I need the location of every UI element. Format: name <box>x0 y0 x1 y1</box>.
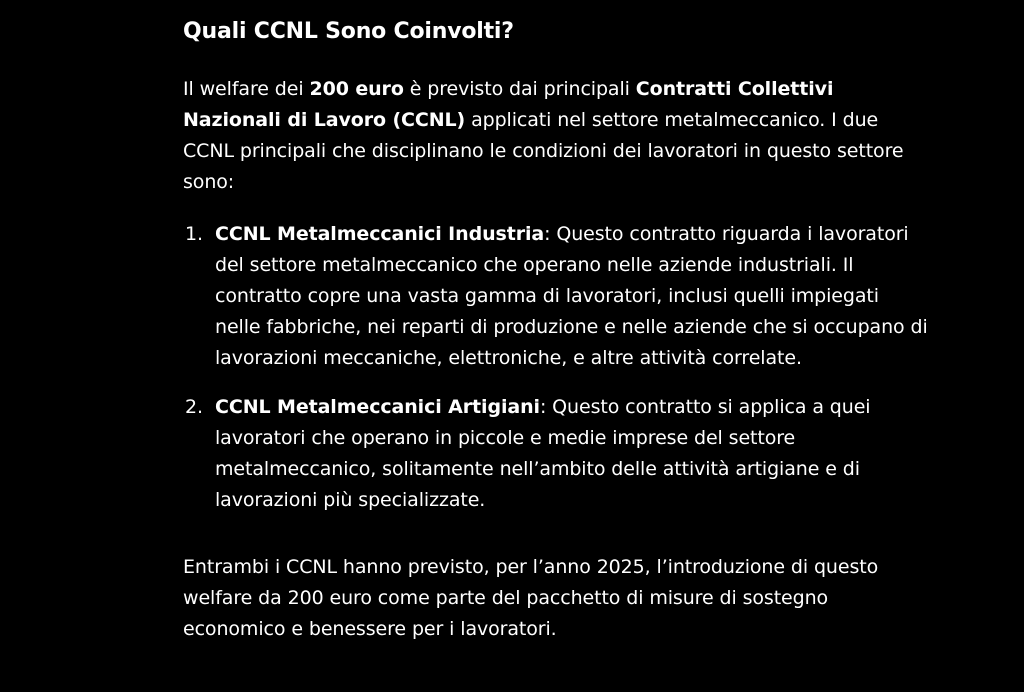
closing-paragraph: Entrambi i CCNL hanno previsto, per l’anno 2025, l’introduzione di questo welfare da 200 euro come parte del pacchetto di misure di sostegno economico e benessere per i lavoratori. <box>183 556 879 640</box>
intro-bold-amount: 200 euro <box>309 78 404 100</box>
intro-bold-ccnl: Contratti Collettivi Nazionali di Lavoro (CCNL) <box>183 78 834 131</box>
intro-paragraph <box>183 74 928 198</box>
list-item-text: : Questo contratto si applica a quei lavoratori che operano in piccole e medie imprese del settore metalmeccanico, solitamente nell’ambito delle attività artigiane e di lavorazioni più specializzate. <box>215 396 871 511</box>
list-item <box>183 219 928 374</box>
intro-text-3: applicati nel settore metalmeccanico. I due CCNL principali che disciplinano le condizioni dei lavoratori in questo settore sono: <box>183 109 904 193</box>
list-item-title: CCNL Metalmeccanici Artigiani <box>215 396 540 418</box>
list-item <box>183 392 928 516</box>
ccnl-list <box>183 219 928 516</box>
article-content <box>183 14 928 645</box>
list-item-text: : Questo contratto riguarda i lavoratori del settore metalmeccanico che operano nelle aziende industriali. Il contratto copre una vasta gamma di lavoratori, inclusi quelli impiegati nelle fabbriche, nei reparti di produzione e nelle aziende che si occupano di lavorazioni meccaniche, elettroniche, e altre attività correlate. <box>215 223 928 369</box>
list-item-title: CCNL Metalmeccanici Industria <box>215 223 545 245</box>
intro-text-2: è previsto dai principali <box>403 78 636 100</box>
list-item-number: 1. <box>185 223 203 245</box>
intro-text-1: Il welfare dei <box>183 78 310 100</box>
list-item-number: 2. <box>185 396 203 418</box>
section-heading: Quali CCNL Sono Coinvolti? <box>183 19 514 44</box>
